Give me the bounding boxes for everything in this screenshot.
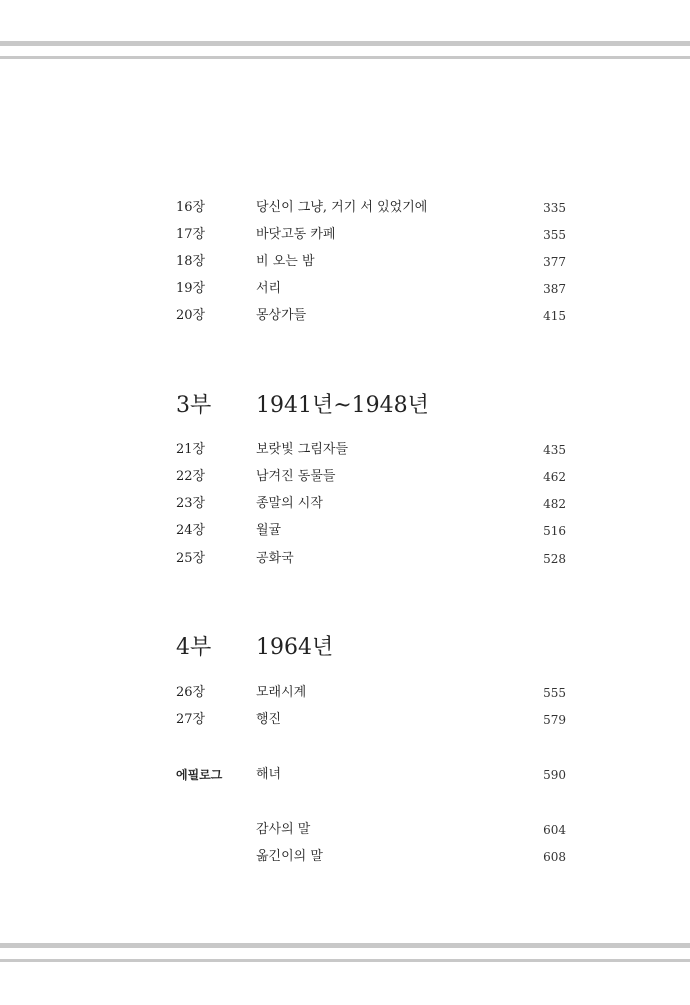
chapter-number: 18장 xyxy=(176,254,206,269)
toc-entry-25[interactable] xyxy=(176,549,566,569)
chapter-number: 25장 xyxy=(176,551,206,566)
chapter-number: 20장 xyxy=(176,308,206,323)
page-number: 387 xyxy=(543,282,566,296)
part-title: 1964년 xyxy=(256,635,334,660)
page-number: 608 xyxy=(543,850,566,864)
chapter-title: 서리 xyxy=(256,281,282,296)
chapter-title: 몽상가들 xyxy=(256,308,307,323)
toc-entry-translator-note[interactable] xyxy=(176,847,566,867)
page-number: 590 xyxy=(543,768,566,782)
chapter-number: 19장 xyxy=(176,281,206,296)
chapter-title: 감사의 말 xyxy=(256,822,311,837)
toc-entry-23[interactable] xyxy=(176,494,566,514)
part-3-heading xyxy=(176,391,566,421)
page-number: 415 xyxy=(543,309,566,323)
toc-entry-22[interactable] xyxy=(176,467,566,487)
toc-entry-16[interactable] xyxy=(176,198,566,218)
page-number: 435 xyxy=(543,443,566,457)
toc-entry-19[interactable] xyxy=(176,279,566,299)
part-label: 4부 xyxy=(176,635,212,660)
toc-entry-epilogue[interactable] xyxy=(176,765,566,785)
chapter-title: 보랏빛 그림자들 xyxy=(256,442,349,457)
page-number: 462 xyxy=(543,470,566,484)
page-number: 335 xyxy=(543,201,566,215)
chapter-title: 비 오는 밤 xyxy=(256,254,315,269)
chapter-title: 당신이 그냥, 거기 서 있었기에 xyxy=(256,200,428,215)
chapter-number: 17장 xyxy=(176,227,206,242)
page-number: 355 xyxy=(543,228,566,242)
page-number: 604 xyxy=(543,823,566,837)
toc-entry-17[interactable] xyxy=(176,225,566,245)
part-title: 1941년~1948년 xyxy=(256,393,429,418)
part-4-heading xyxy=(176,633,566,663)
chapter-title: 종말의 시작 xyxy=(256,496,323,511)
toc-entry-20[interactable] xyxy=(176,306,566,326)
toc-entry-21[interactable] xyxy=(176,440,566,460)
page-number: 377 xyxy=(543,255,566,269)
page-number: 482 xyxy=(543,497,566,511)
chapter-number: 24장 xyxy=(176,523,206,538)
chapter-title: 해녀 xyxy=(256,767,282,782)
part-label: 3부 xyxy=(176,393,212,418)
chapter-title: 공화국 xyxy=(256,551,294,566)
page-number: 528 xyxy=(543,552,566,566)
bottom-rule-lower xyxy=(0,959,690,962)
top-rule-upper xyxy=(0,41,690,46)
bottom-rule-upper xyxy=(0,943,690,948)
chapter-title: 옮긴이의 말 xyxy=(256,849,323,864)
toc-entry-18[interactable] xyxy=(176,252,566,272)
chapter-number: 27장 xyxy=(176,712,206,727)
epilogue-label: 에필로그 xyxy=(176,768,223,782)
chapter-number: 22장 xyxy=(176,469,206,484)
toc-entry-24[interactable] xyxy=(176,521,566,541)
chapter-title: 행진 xyxy=(256,712,282,727)
chapter-title: 남겨진 동물들 xyxy=(256,469,336,484)
top-rule-lower xyxy=(0,56,690,59)
page-number: 555 xyxy=(543,686,566,700)
chapter-title: 모래시계 xyxy=(256,685,307,700)
page-number: 579 xyxy=(543,713,566,727)
chapter-number: 16장 xyxy=(176,200,206,215)
chapter-number: 21장 xyxy=(176,442,206,457)
chapter-number: 23장 xyxy=(176,496,206,511)
toc-entry-27[interactable] xyxy=(176,710,566,730)
chapter-title: 바닷고동 카페 xyxy=(256,227,336,242)
page-number: 516 xyxy=(543,524,566,538)
chapter-number: 26장 xyxy=(176,685,206,700)
chapter-title: 월귤 xyxy=(256,523,282,538)
toc-entry-26[interactable] xyxy=(176,683,566,703)
toc-entry-acknowledgements[interactable] xyxy=(176,820,566,840)
